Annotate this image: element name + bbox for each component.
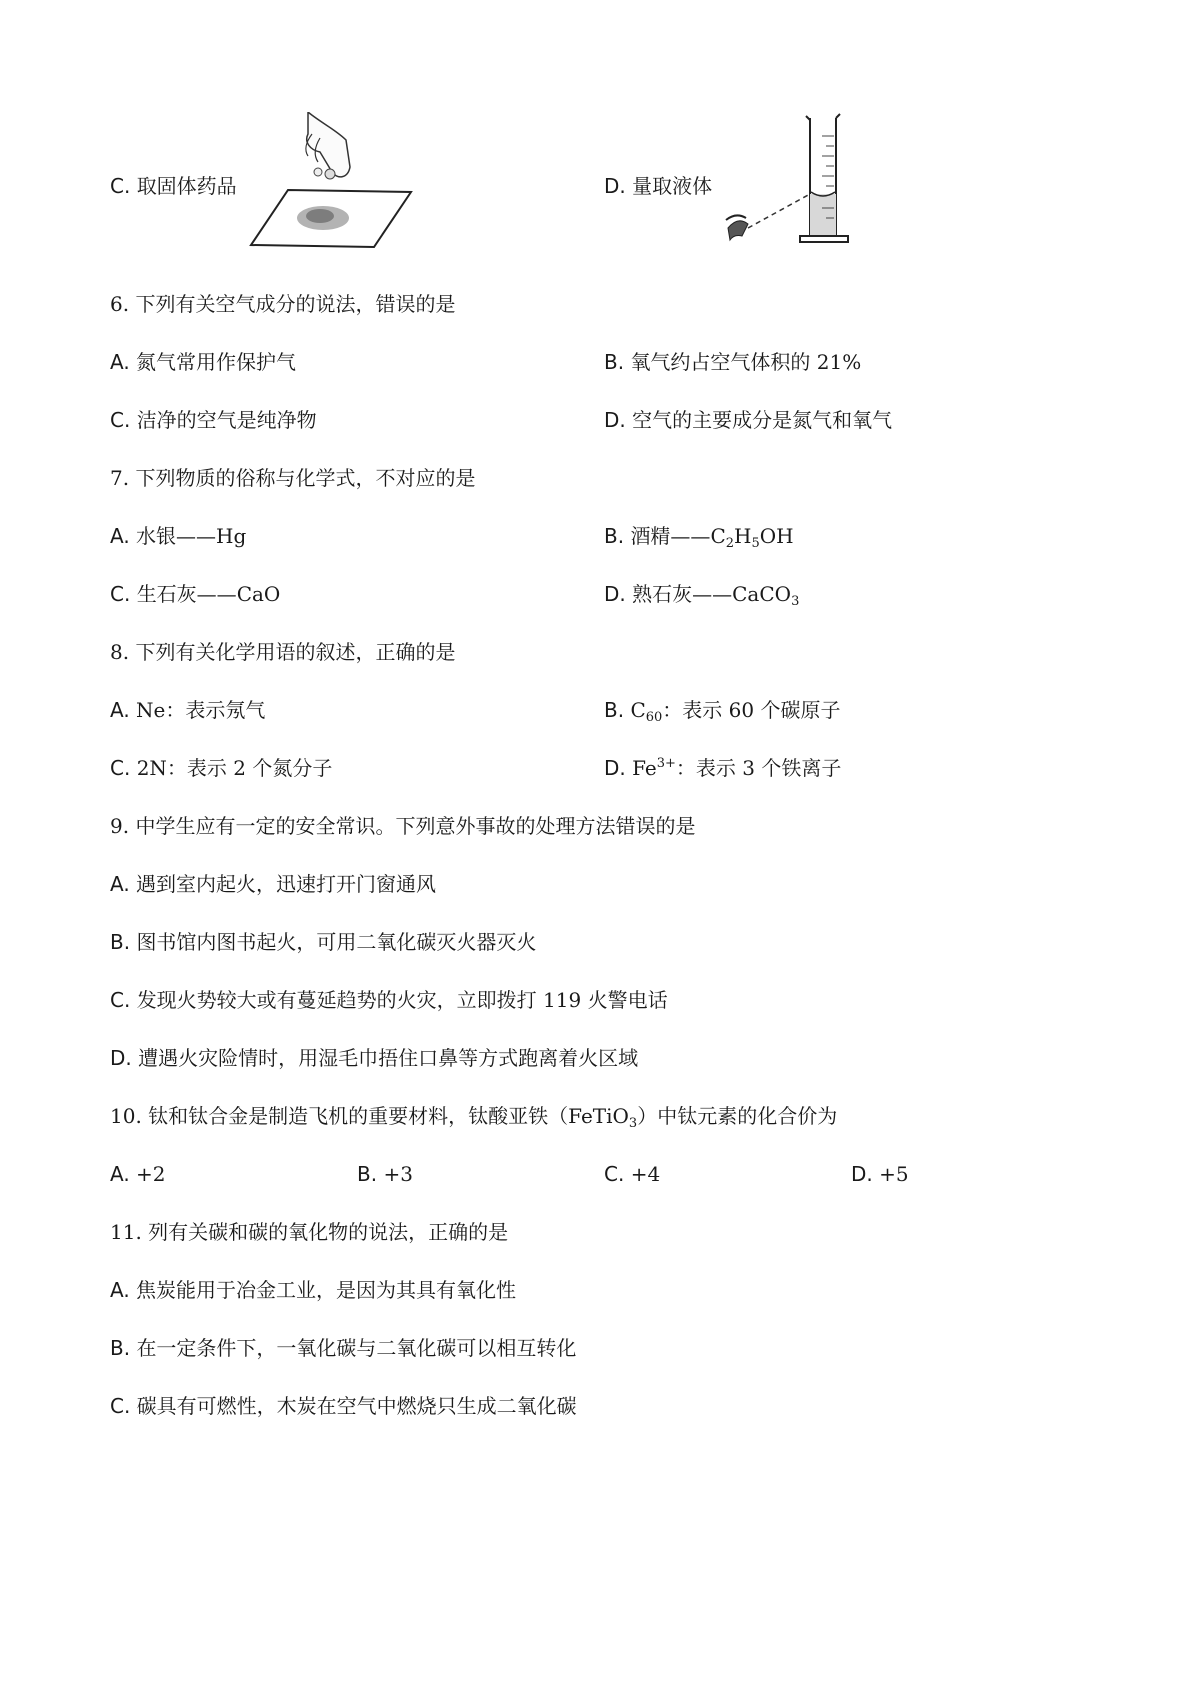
q10-option-a: A. +2 [110, 1162, 166, 1186]
q6-option-c: C. 洁净的空气是纯净物 [110, 408, 317, 432]
q8-stem: 8. 下列有关化学用语的叙述，正确的是 [110, 640, 456, 664]
q9-option-a: A. 遇到室内起火，迅速打开门窗通风 [110, 872, 437, 896]
q10-option-b: B. +3 [357, 1162, 413, 1186]
q7-option-c: C. 生石灰——CaO [110, 582, 281, 606]
q10-stem: 10. 钛和钛合金是制造飞机的重要材料，钛酸亚铁（FeTiO$_3$）中钛元素的化合价为 [110, 1104, 838, 1131]
q6-stem: 6. 下列有关空气成分的说法，错误的是 [110, 292, 456, 316]
q7-option-a: A. 水银——Hg [110, 524, 247, 548]
q8-option-b: B. $C_{60}$：表示 60 个碳原子 [604, 698, 841, 725]
q9-option-c: C. 发现火势较大或有蔓延趋势的火灾，立即拨打 119 火警电话 [110, 988, 668, 1012]
q11-stem: 11. 列有关碳和碳的氧化物的说法，正确的是 [110, 1220, 509, 1244]
q6-option-a: A. 氮气常用作保护气 [110, 350, 297, 374]
q6-option-b: B. 氧气约占空气体积的 21% [604, 350, 862, 374]
q11-option-a: A. 焦炭能用于冶金工业，是因为其具有氧化性 [110, 1278, 517, 1302]
measure-liquid-illustration [722, 112, 857, 257]
q9-stem: 9. 中学生应有一定的安全常识。下列意外事故的处理方法错误的是 [110, 814, 696, 838]
q8-option-d: D. $Fe^{3+}$：表示 3 个铁离子 [604, 756, 842, 780]
q8-option-c: C. 2N：表示 2 个氮分子 [110, 756, 333, 780]
q5-option-c: C. 取固体药品 [110, 174, 237, 198]
q7-option-b: B. 酒精$——C_2H_5OH$ [604, 524, 794, 551]
q9-option-d: D. 遭遇火灾险情时，用湿毛巾捂住口鼻等方式跑离着火区域 [110, 1046, 639, 1070]
q10-option-c: C. +4 [604, 1162, 661, 1186]
q7-stem: 7. 下列物质的俗称与化学式，不对应的是 [110, 466, 476, 490]
q8-option-a: A. Ne：表示氖气 [110, 698, 266, 722]
q6-option-d: D. 空气的主要成分是氮气和氧气 [604, 408, 893, 432]
q11-option-c: C. 碳具有可燃性，木炭在空气中燃烧只生成二氧化碳 [110, 1394, 577, 1418]
q9-option-b: B. 图书馆内图书起火，可用二氧化碳灭火器灭火 [110, 930, 537, 954]
q7-option-d: D. 熟石灰——CaCO$_3$ [604, 582, 800, 609]
q11-option-b: B. 在一定条件下，一氧化碳与二氧化碳可以相互转化 [110, 1336, 577, 1360]
q10-option-d: D. +5 [851, 1162, 909, 1186]
take-solid-reagent-illustration [248, 112, 418, 257]
q5-option-d: D. 量取液体 [604, 174, 713, 198]
